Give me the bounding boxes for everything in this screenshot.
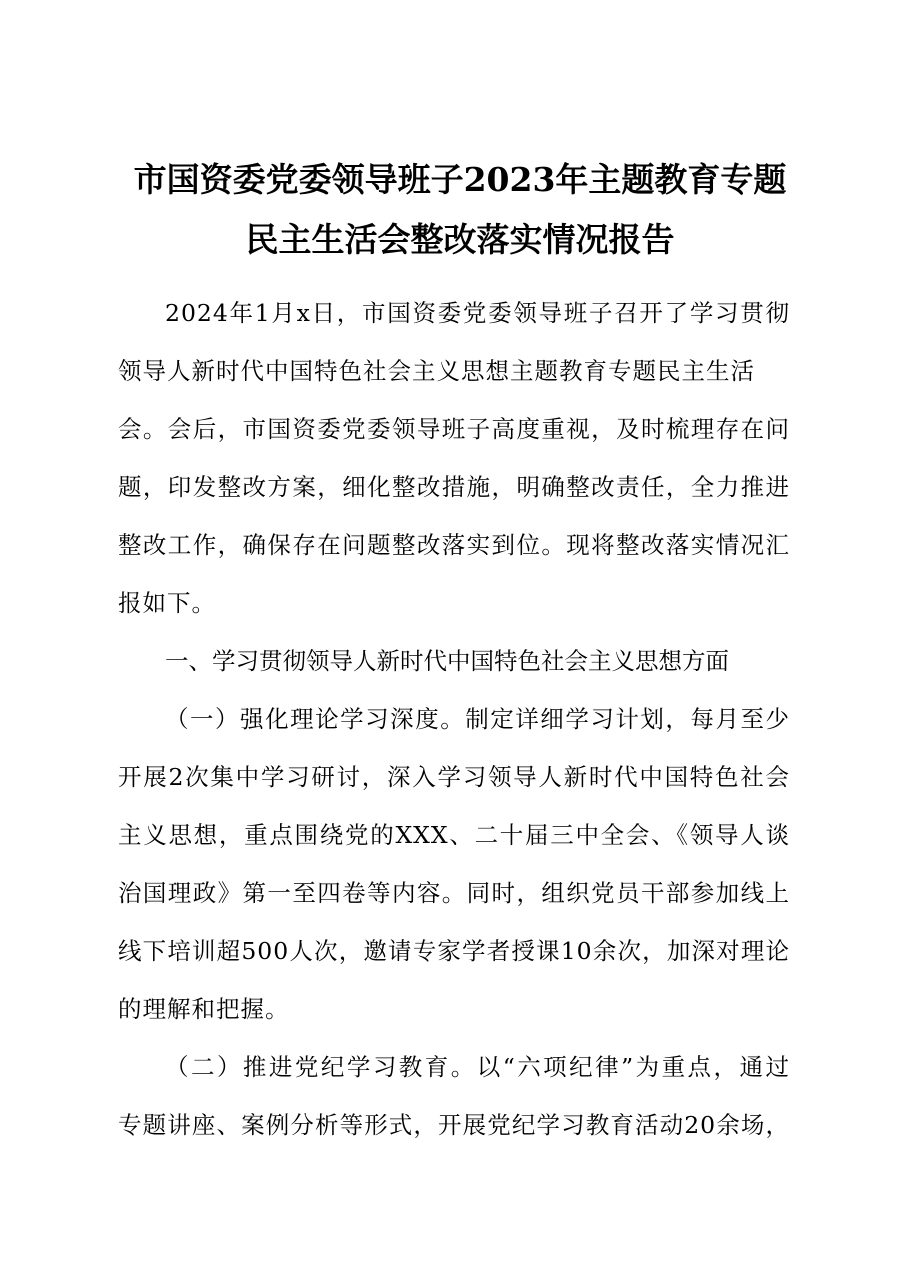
paragraph-3-line-1: （二）推进党纪学习教育。以“六项纪律”为重点，通过 [165,1053,790,1081]
paragraph-1-line-5: 整改工作，确保存在问题整改落实到位。现将整改落实情况汇 [118,531,790,559]
paragraph-1-line-2: 领导人新时代中国特色社会主义思想主题教育专题民主生活 [118,357,755,385]
document-title-line-2: 民主生活会整改落实情况报告 [245,220,675,259]
paragraph-1-line-4: 题，印发整改方案，细化整改措施，明确整改责任，全力推进 [118,473,790,501]
paragraph-2-line-3: 主义思想，重点围绕党的XXX、二十届三中全会、《领导人谈 [118,821,790,849]
paragraph-1-line-3: 会。会后，市国资委党委领导班子高度重视，及时梳理存在问 [118,415,790,443]
section-1-heading: 一、学习贯彻领导人新时代中国特色社会主义思想方面 [165,647,729,675]
paragraph-1-line-6: 报如下。 [118,589,216,617]
paragraph-2-line-6: 的理解和把握。 [118,995,290,1023]
paragraph-2-line-5: 线下培训超500人次，邀请专家学者授课10余次，加深对理论 [118,937,790,965]
paragraph-1-line-1: 2024年1月x日，市国资委党委领导班子召开了学习贯彻 [165,299,790,327]
paragraph-3-line-2: 专题讲座、案例分析等形式，开展党纪学习教育活动20余场， [118,1111,790,1139]
paragraph-2-line-2: 开展2次集中学习研讨，深入学习领导人新时代中国特色社会 [118,763,790,791]
document-title-line-1: 市国资委党委领导班子2023年主题教育专题 [133,160,787,199]
paragraph-2-line-1: （一）强化理论学习深度。制定详细学习计划，每月至少 [165,705,790,733]
paragraph-2-line-4: 治国理政》第一至四卷等内容。同时，组织党员干部参加线上 [118,879,790,907]
